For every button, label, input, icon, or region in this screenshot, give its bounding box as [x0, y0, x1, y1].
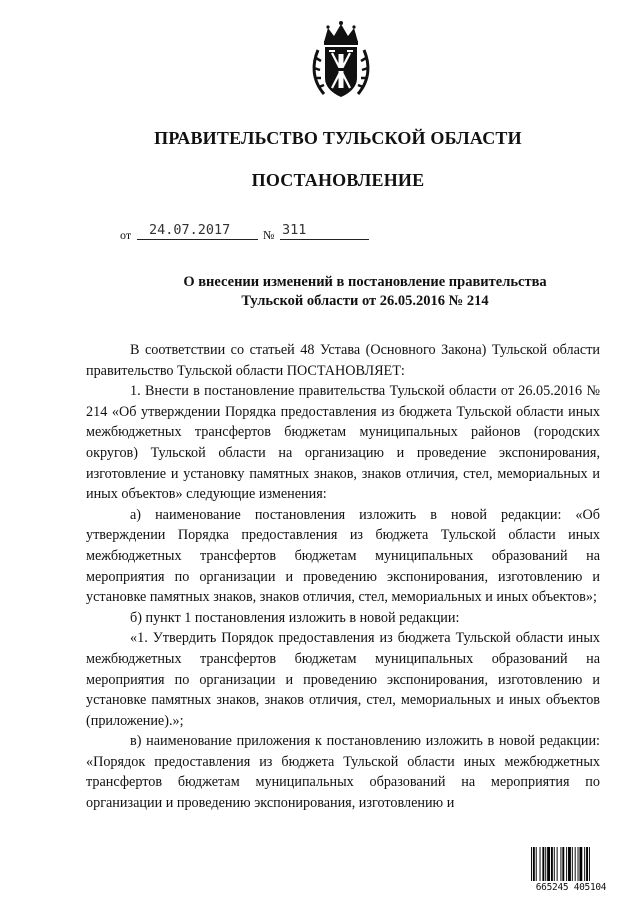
subject-line-2: Тульской области от 26.05.2016 № 214	[241, 293, 489, 309]
body-paragraph: б) пункт 1 постановления изложить в новой редакции:	[130, 609, 460, 626]
body-paragraph: а) наименование постановления изложить в новой редакции: «Об утверждении Порядка предоставления из бюджета Тульской области иных межбюджетных трансфертов бюджетам муниципальных образований на мероприятия по организации и проведению экспонирования, изготовлению и установке памятных знаков, знаков отличия, стел, мемориальных и иных объектов»;	[86, 506, 600, 606]
barcode-bar	[584, 847, 585, 881]
document-number: 311	[282, 222, 307, 238]
body-paragraph: в) наименование приложения к постановлению изложить в новой редакции: «Порядок предоставления из бюджета Тульской области иных межбюджетных трансфертов бюджетам муниципальных образований на мероприятия по организации и проведению экспонирования, изготовлению и	[86, 733, 600, 812]
barcode	[531, 847, 611, 895]
barcode-icon	[531, 847, 611, 881]
barcode-bar	[536, 847, 537, 881]
body-paragraph: В соответствии со статьей 48 Устава (Основного Закона) Тульской области правительство Тульской области ПОСТАНОВЛЯЕТ:	[86, 342, 600, 379]
barcode-bar	[533, 847, 535, 881]
barcode-bar	[551, 847, 553, 881]
number-underline	[280, 239, 369, 240]
body-paragraph: «1. Утвердить Порядок предоставления из бюджета Тульской области иных межбюджетных трансфертов бюджетам муниципальных образований на мероприятия по организации и проведению экспонирования, изготовлению и установке памятных знаков, знаков отличия, стел, мемориальных и иных объектов (приложение).»;	[86, 630, 600, 729]
barcode-bar	[568, 847, 571, 881]
barcode-number: 665245 405104	[535, 882, 607, 893]
tula-coat-of-arms-icon	[310, 20, 372, 102]
barcode-bar	[557, 847, 558, 881]
barcode-bar	[575, 847, 576, 881]
body-paragraph: 1. Внести в постановление правительства Тульской области от 26.05.2016 № 214 «Об утверждении Порядка предоставления из бюджета Тульской области иных межбюджетных трансфертов бюджетам муниципальных районов (городских округов) Тульской области на организацию и проведение экспонирования, изготовление и установку памятных знаков, знаков отличия, стел, мемориальных и иных объектов» следующие изменения:	[86, 383, 600, 503]
barcode-bar	[586, 847, 588, 881]
document-subject	[120, 273, 610, 311]
document-type: ПОСТАНОВЛЕНИЕ	[251, 170, 425, 190]
date-underline	[137, 239, 258, 240]
government-title: ПРАВИТЕЛЬСТВО ТУЛЬСКОЙ ОБЛАСТИ	[154, 128, 522, 148]
barcode-bar	[554, 847, 555, 881]
barcode-bar	[572, 847, 573, 881]
date-label: от	[120, 228, 132, 242]
barcode-bar	[589, 847, 590, 881]
subject-line-1: О внесении изменений в постановление правительства	[183, 274, 547, 290]
barcode-bar	[531, 847, 532, 881]
barcode-bar	[540, 847, 541, 881]
document-date: 24.07.2017	[149, 222, 231, 238]
barcode-bar	[545, 847, 546, 881]
barcode-bar	[579, 847, 582, 881]
barcode-bar	[566, 847, 567, 881]
barcode-bar	[562, 847, 564, 881]
barcode-bar	[542, 847, 544, 881]
document-body	[86, 340, 600, 814]
barcode-bar	[578, 847, 579, 881]
barcode-bar	[560, 847, 561, 881]
number-label: №	[263, 228, 275, 242]
barcode-bar	[547, 847, 550, 881]
